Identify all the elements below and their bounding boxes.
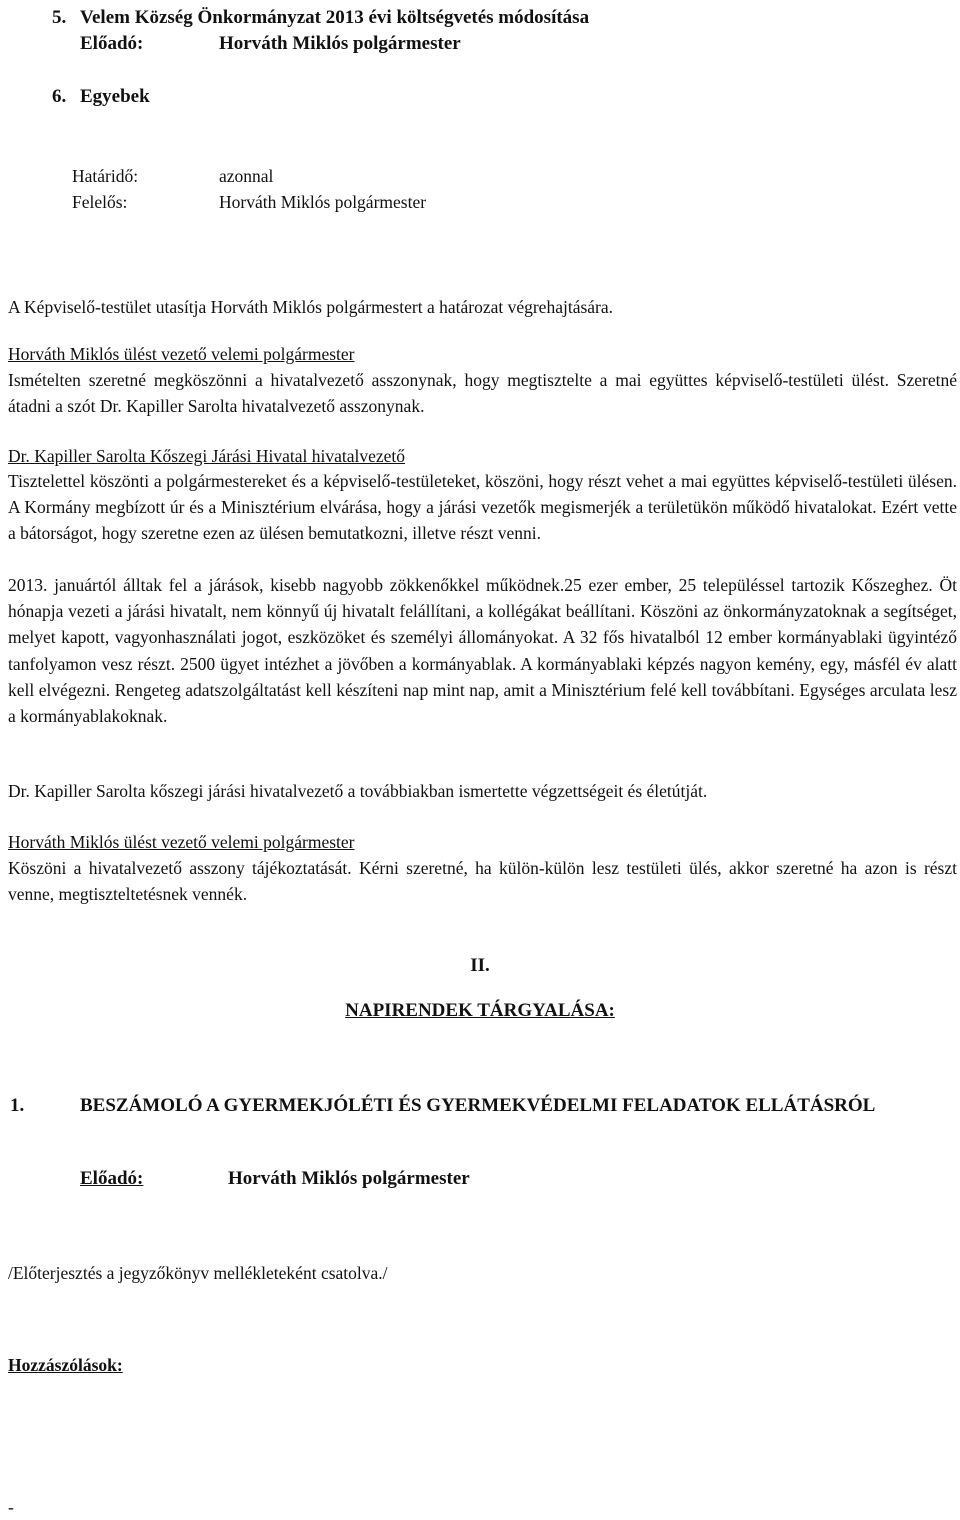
section-title-wrap	[0, 1000, 960, 1022]
agenda-item-1	[10, 1089, 910, 1159]
responsible-label: Felelős:	[72, 192, 128, 212]
note-text: Dr. Kapiller Sarolta kőszegi járási hivatalvezető a továbbiakban ismertette végzettségeit és életútját.	[8, 781, 708, 801]
agenda-item-5-title: Velem Község Önkormányzat 2013 évi költségvetés módosítása	[80, 7, 590, 28]
responsible-value: Horváth Miklós polgármester	[219, 192, 427, 212]
dash: -	[8, 1497, 14, 1517]
agenda-item-6-title: Egyebek	[80, 86, 150, 107]
section-roman-numeral: II.	[470, 955, 490, 976]
attachment-note: /Előterjesztés a jegyzőkönyv mellékleteként csatolva./	[8, 1263, 388, 1283]
agenda-item-6-number: 6.	[52, 86, 67, 107]
speech-3-text: Köszöni a hivatalvezető asszony tájékoztatását. Kérni szeretné, ha külön-külön lesz testületi ülés, akkor szeretné ha azon is részt venne, megtiszteltetésnek vennék.	[8, 858, 957, 905]
comments-heading: Hozzászólások:	[8, 1355, 123, 1375]
agenda-item-5-number: 5.	[52, 7, 67, 28]
deadline-label: Határidő:	[72, 166, 139, 186]
speech-2-paragraph-2: 2013. januártól álltak fel a járások, kisebb nagyobb zökkenőkkel működnek.25 ezer ember, 25 településsel tartozik Kőszeghez. Öt hónapja vezeti a járási hivatalt, nem könnyű új hivatalt felállítani, a kollégákat beállítani. Köszöni az önkormányzatoknak a segítséget, melyet kapott, vagyonhasználati jogot, eszközöket és személyi állományokat. A 32 fős hivatalból 12 ember kormányablaki ügyintéző tanfolyamon vesz részt. 2500 ügyet intézhet a jövőben a kormányablak. A kormányablaki képzés nagyon kemény, egy, másfél év alatt kell elvégezni. Rengeteg adatszolgáltatást kell készíteni nap mint nap, amit a Minisztérium felé kell továbbítani. Egységes arculata lesz a kormányablakoknak.	[8, 575, 957, 727]
agenda-item-5-presenter: Horváth Miklós polgármester	[219, 33, 461, 54]
agenda-item-1-title: BESZÁMOLÓ A GYERMEKJÓLÉTI ÉS GYERMEKVÉDELMI FELADATOK ELLÁTÁSRÓL	[80, 1095, 876, 1116]
section-title: NAPIRENDEK TÁRGYALÁSA:	[345, 1000, 615, 1021]
agenda-item-1-presenter: Horváth Miklós polgármester	[228, 1168, 470, 1189]
agenda-item-1-number: 1.	[10, 1095, 25, 1116]
agenda-item-5-presenter-label: Előadó:	[80, 33, 144, 54]
speech-1-text: Ismételten szeretné megköszönni a hivatalvezető asszonynak, hogy megtisztelte a mai együttes képviselő-testületi ülést. Szeretné átadni a szót Dr. Kapiller Sarolta hivatalvezető asszonynak.	[8, 370, 957, 417]
resolution-text: A Képviselő-testület utasítja Horváth Miklós polgármestert a határozat végrehajtására.	[8, 297, 614, 317]
agenda-item-1-presenter-label: Előadó:	[80, 1168, 144, 1189]
speaker-heading-2: Dr. Kapiller Sarolta Kőszegi Járási Hivatal hivatalvezető	[8, 446, 406, 466]
speaker-heading-3: Horváth Miklós ülést vezető velemi polgármester	[8, 832, 355, 852]
speaker-heading-1: Horváth Miklós ülést vezető velemi polgármester	[8, 344, 355, 364]
deadline-value: azonnal	[219, 166, 274, 186]
speech-2-paragraph-1: Tisztelettel köszönti a polgármestereket és a képviselő-testületeket, köszöni, hogy részt vehet a mai együttes képviselő-testületi ülésen. A Kormány megbízott úr és a Minisztérium elvárása, hogy a járási vezetők megismerjék a területükön működő hivatalokat. Ezért vette a bátorságot, hogy szeretne ezen az ülésen bemutatkozni, illetve részt venni.	[8, 471, 957, 544]
